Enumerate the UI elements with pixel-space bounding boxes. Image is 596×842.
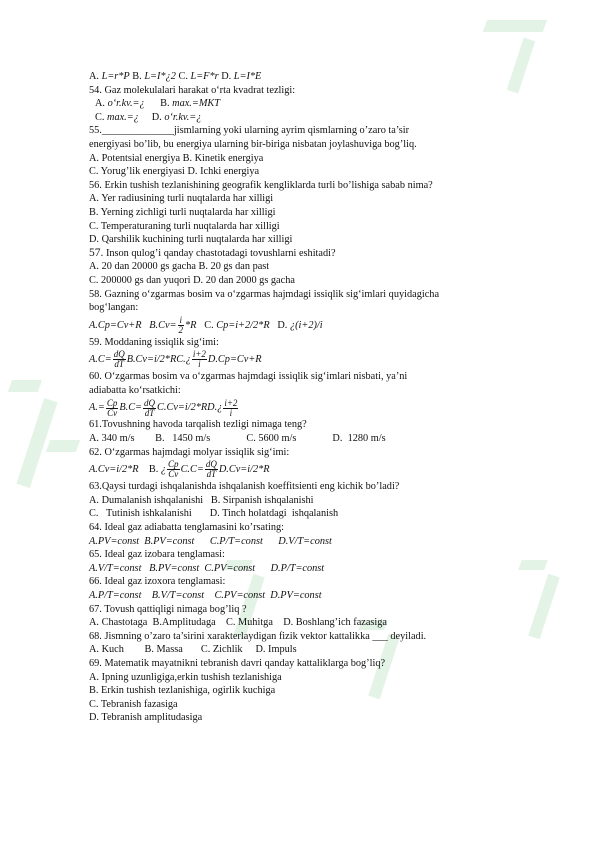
q58-fraction: $\frac{i}{2}$ [178, 314, 184, 335]
q62-options: A.Cv=i/2*R B. ¿ $\frac{Cp}{Cv}$ C.C= $\frac{dQ}{dT}$ D.Cv=i/2*R [89, 459, 270, 480]
q56-option-a: A. Yer radiusining turli nuqtalarda har xilligi [89, 193, 274, 205]
q60-question-cont: adiabatta ko‘rsatkichi: [89, 384, 181, 396]
q56-question: 56. Erkin tushish tezlanishining geografik kengliklarda turli bo’lishiga sabab nima? [89, 179, 433, 191]
q55-question: 55.______________jismlarning yoki ularning ayrim qismlarning o’zaro ta’sir [89, 125, 410, 137]
q61-question: 61.Tovushning havoda tarqalish tezligi nimaga teng? [89, 419, 307, 431]
q57-options-ab: A. 20 dan 20000 gs gacha B. 20 gs dan past [89, 261, 270, 273]
q67-question: 67. Tovush qattiqligi nimaga bog’liq ? [89, 603, 247, 615]
q60-fraction-d: $\frac{i+2}{i}$ [224, 397, 238, 418]
q63-options-cd: C. Tutinish ishkalanishi D. Tinch holatdagi ishqalanish [89, 508, 339, 520]
q60-options: A.= $\frac{Cp}{Cv}$ B.C= $\frac{dQ}{dT}$ C.Cv=i/2*RD.¿ $\frac{i+2}{i}$ [89, 397, 238, 418]
q63-options-ab: A. Dumalanish ishqalanishi B. Sirpanish ishqalanishi [89, 494, 314, 506]
q53-options: A. L=r*P B. L=I*¿2 C. L=F*r D. L=I*E [89, 71, 262, 82]
q65-question: 65. Ideal gaz izobara tenglamasi: [89, 549, 225, 561]
q60-question: 60. O‘zgarmas bosim va o‘zgarmas hajmdagi issiqlik sig‘imlari nisbati, ya’ni [89, 371, 408, 383]
q59-fraction-a: $\frac{dQ}{dT}$ [113, 349, 125, 370]
q56-option-b: B. Yerning zichligi turli nuqtalarda har xilligi [89, 206, 276, 218]
q57-question: 57. Inson qulog’i qanday chastotadagi tovushlarni eshitadi? [89, 246, 336, 259]
q67-options: A. Chastotaga B.Amplitudaga C. Muhitga D. Boshlang’ich fazasiga [89, 617, 387, 629]
q66-question: 66. Ideal gaz izoxora tenglamasi: [89, 576, 226, 588]
q60-fraction-b: $\frac{dQ}{dT}$ [144, 397, 156, 418]
q68-options: A. Kuch B. Massa C. Zichlik D. Impuls [89, 644, 297, 656]
q58-options: A.Cp=Cv+R B.Cv= $\frac{i}{2}$ *R C. Cp=i+2/2*R D. ¿(i+2)/i [89, 314, 323, 335]
q55-question-cont: energiyasi bo’lib, bu energiya ularning bir-biriga nisbatan joylashuviga bog’liq. [89, 138, 417, 150]
q58-question-cont: bog‘langan: [89, 302, 139, 314]
q59-fraction-c: $\frac{i+2}{i}$ [192, 349, 206, 370]
q54-options-ab: A. o‘r.kv.=¿ B. max.=MKT [95, 98, 221, 110]
q69-option-b: B. Erkin tushish tezlanishiga, ogirlik kuchiga [89, 685, 276, 697]
q63-question: 63.Qaysi turdagi ishqalanishda ishqalanish koeffitsienti eng kichik bo’ladi? [89, 481, 400, 493]
q69-option-a: A. Ipning uzunligiga,erkin tushish tezlanishiga [89, 671, 282, 683]
q56-option-d: D. Qarshilik kuchining turli nuqtalarda har xilligi [89, 234, 293, 246]
q57-options-cd: C. 200000 gs dan yuqori D. 20 dan 2000 gs gacha [89, 274, 295, 286]
q69-question: 69. Matematik mayatnikni tebranish davri qanday kattaliklarga bog’liq? [89, 657, 386, 669]
q69-option-d: D. Tebranish amplitudasiga [89, 712, 203, 724]
q60-fraction-a: $\frac{Cp}{Cv}$ [106, 397, 118, 418]
q59-question: 59. Moddaning issiqlik sig‘imi: [89, 336, 219, 348]
q62-question: 62. O‘zgarmas hajmdagi molyar issiqlik sig‘imi: [89, 446, 290, 458]
q55-options-cd: C. Yorug’lik energiyasi D. Ichki energiya [89, 166, 260, 178]
q66-options: A.P/T=const B.V/T=const C.PV=const D.PV=const [89, 590, 322, 601]
q54-options-cd: C. max.=¿ D. o‘r.kv.=¿ [95, 111, 202, 123]
q56-option-c: C. Temperaturaning turli nuqtalarda har xilligi [89, 220, 280, 232]
q65-options: A.V/T=const B.PV=const C.PV=const D.P/T=const [89, 562, 325, 574]
q61-options: A. 340 m/s B. 1450 m/s C. 5600 m/s D. 1280 m/s [89, 433, 386, 445]
q59-options: A.C= $\frac{dQ}{dT}$ B.Cv=i/2*RC.¿ $\frac{i+2}{i}$ D.Cp=Cv+R [89, 349, 262, 370]
q58-question: 58. Gazning o‘zgarmas bosim va o‘zgarmas hajmdagi issiqlik sig‘imlari quyidagicha [89, 288, 440, 300]
q64-question: 64. Ideal gaz adiabatta tenglamasini ko’rsating: [89, 522, 284, 534]
q69-option-c: C. Tebranish fazasiga [89, 698, 178, 710]
watermark-logo [10, 380, 80, 510]
q55-options-ab: A. Potentsial energiya B. Kinetik energiya [89, 152, 264, 164]
q64-options: A.PV=const B.PV=const C.P/T=const D.V/T=const [89, 535, 332, 547]
q62-fraction-c: $\frac{dQ}{dT}$ [205, 459, 217, 480]
question-sheet [89, 70, 559, 725]
q54-question: 54. Gaz molekulalari harakat o‘rta kvadrat tezligi: [89, 84, 296, 96]
q68-question: 68. Jismning o’zaro ta’sirini xarakterlaydigan fizik vektor kattalikka ___ deyiladi. [89, 630, 427, 642]
q62-fraction-b: $\frac{Cp}{Cv}$ [168, 459, 179, 480]
